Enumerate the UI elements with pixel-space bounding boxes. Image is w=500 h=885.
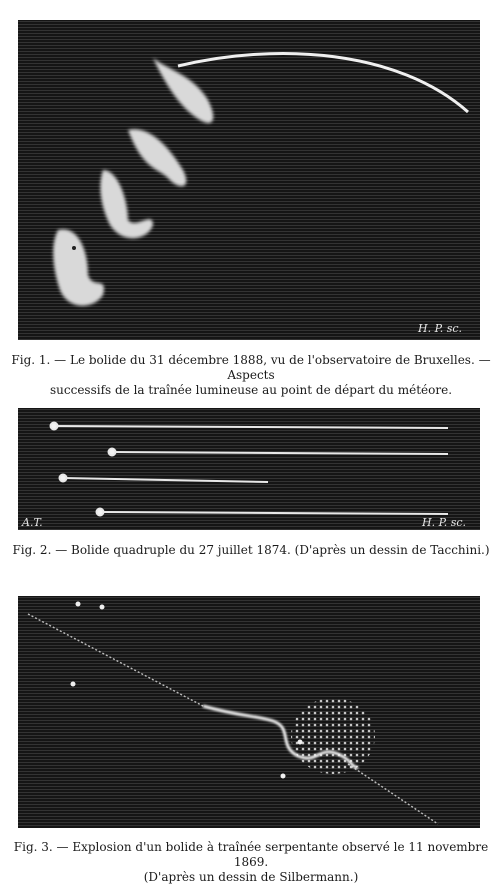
figure-3-caption — [10, 840, 492, 885]
figure-3-engraving — [18, 596, 480, 828]
engraver-signature: H. P. sc. — [422, 516, 467, 529]
figure-2-illustration — [18, 408, 480, 530]
star — [71, 682, 76, 687]
bolide-head-2 — [109, 449, 116, 456]
engraver-signature: H. P. sc. — [418, 322, 463, 335]
artist-initials: A.T. — [22, 516, 43, 529]
bolide-head-3 — [60, 475, 67, 482]
star — [76, 602, 81, 607]
figure-3-caption-line-1: Fig. 3. — Explosion d'un bolide à traînée serpentante observé le 11 novembre 1869. — [13, 840, 489, 869]
star — [298, 740, 303, 745]
explosion-cloud — [291, 698, 375, 774]
figure-1-caption-line-2: successifs de la traînée lumineuse au point de départ du météore. — [49, 383, 453, 397]
star — [100, 605, 105, 610]
figure-3-caption-line-2: (D'après un dessin de Silbermann.) — [143, 870, 359, 884]
figure-1-engraving — [18, 20, 480, 340]
figure-1-caption — [10, 353, 492, 398]
bolide-head-4 — [97, 509, 104, 516]
figure-1-caption-line-1: Fig. 1. — Le bolide du 31 décembre 1888, vu de l'observatoire de Bruxelles. — Aspects — [11, 353, 491, 382]
figure-3-illustration — [18, 596, 480, 828]
figure-2-caption — [10, 543, 492, 558]
figure-1-illustration — [18, 20, 480, 340]
star — [281, 774, 286, 779]
figure-2-caption-text: Fig. 2. — Bolide quadruple du 27 juillet 1874. (D'après un dessin de Tacchini.) — [12, 543, 490, 557]
bolide-head-1 — [51, 423, 58, 430]
figure-2-engraving — [18, 408, 480, 530]
